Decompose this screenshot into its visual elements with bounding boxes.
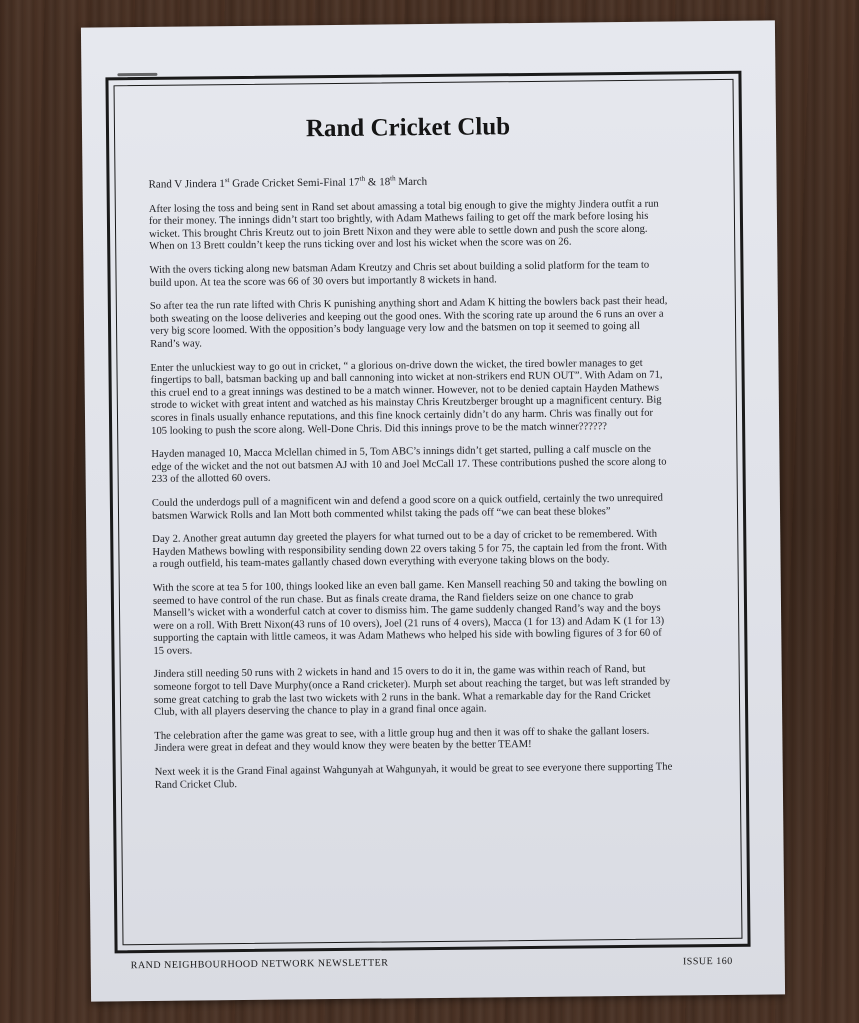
paragraph: With the score at tea 5 for 100, things looked like an even ball game. Ken Mansell reaching 50 and taking the bowling on seemed to have control of the run chase. But as finals create drama, the Rand fielders seize on one chance to grab Mansell’s wicket with a wonderful catch at cover to dismiss him. The game suddenly changed Rand’s way and the boys were on a roll. With Brett Nixon(43 runs of 10 overs), Joel (21 runs of 4 overs), Macca (1 for 13) and Adam K (1 for 13) supporting the captain with little cameos, it was Adam Mathews who helped his side with bowling figures of 3 for 60 of 15 overs. [152,577,667,657]
paragraph: Day 2. Another great autumn day greeted the players for what turned out to be a day of cricket to be remembered. With Hayden Mathews bowling with responsibility sending down 22 overs taking 5 for 75, the captain led from the front. With a rough outfield, his team-mates gallantly chased down everything with everyone taking blows on the body. [152,528,668,571]
match-subheading: Rand V Jindera 1st Grade Cricket Semi-Final 17th & 18th March [148,174,428,191]
article [148,90,675,804]
pen-mark [117,73,157,76]
paragraph: Could the underdogs pull of a magnificent win and defend a good score on a quick outfield, certainly the two unrequired batsmen Warwick Rolls and Ian Mott both commented whilst taking the pads off “we can beat these blokes” [151,492,663,522]
paragraph: Enter the unluckiest way to go out in cricket, “ a glorious on-drive down the wicket, the tired bowler manages to get fingertips to ball, batsman backing up and ball cannoning into wicket at non-strikers end RUN OUT”. With Adam on 71, this cruel end to a great innings was destined to be a match winner. However, not to be denied captain Hayden Mathews strode to wicket with great intent and watched as his mainstay Chris Kreutzberger brought up a magnificent century. Big scores in finals usually enhance reputations, and this fine knock certainly didn’t do any harm. Chris was finally out for 105 looking to push the score along. Well-Done Chris. Did this innings prove to be the match winner?????? [150,357,663,437]
paragraph: So after tea the run rate lifted with Chris K punishing anything short and Adam K hitting the bowlers back past their head, both sweating on the loose deliveries and keeping out the good ones. With the scoring rate up around the 6 runs an over a very big score loomed. With the opposition’s body language very low and the batsmen on top it seemed to going all Rand’s way. [149,295,668,350]
paragraph: Jindera still needing 50 runs with 2 wickets in hand and 15 overs to do it in, the game was within reach of Rand, but someone forgot to tell Dave Murphy(once a Rand cricketer). Murph set about reaching the target, but was left stranded by some great catching to grab the last two wickets with 2 runs in the bank. What a remarkable day for the Rand Cricket Club, with all players deserving the chance to play in a grand final once again. [153,664,671,719]
paragraph: With the overs ticking along new batsman Adam Kreutzy and Chris set about building a solid platform for the team to build upon. At tea the score was 66 of 30 overs but importantly 8 wickets in hand. [149,259,650,289]
page-title: Rand Cricket Club [305,113,511,143]
paragraph: Next week it is the Grand Final against Wahgunyah at Wahgunyah, it would be great to see everyone there supporting The Rand Cricket Club. [154,761,673,791]
paragraph: After losing the toss and being sent in Rand set about amassing a total big enough to give the mighty Jindera outfit a run for their money. The innings didn’t start too brightly, with Adam Mathews failing to get off the mark before losing his wicket. This brought Chris Kreutz out to join Brett Nixon and they were able to settle down and push the score along. When on 13 Brett couldn’t keep the runs ticking over and lost his wicket when the score was on 26. [148,198,659,253]
paragraph: The celebration after the game was great to see, with a little group hug and then it was off to shake the gallant losers. Jindera were great in defeat and they would know they were beaten by the better TEAM! [154,725,650,755]
newsletter-name: RAND NEIGHBOURHOOD NETWORK NEWSLETTER [130,957,389,972]
paragraph: Hayden managed 10, Macca Mclellan chimed in 5, Tom ABC’s innings didn’t get started, pulling a calf muscle on the edge of the wicket and the not out batsmen AJ with 10 and Joel McCall 17. These contributions pushed the score along to 233 of the allotted 60 overs. [151,443,667,486]
issue-number: ISSUE 160 [682,955,733,968]
newsletter-page [81,20,785,1001]
